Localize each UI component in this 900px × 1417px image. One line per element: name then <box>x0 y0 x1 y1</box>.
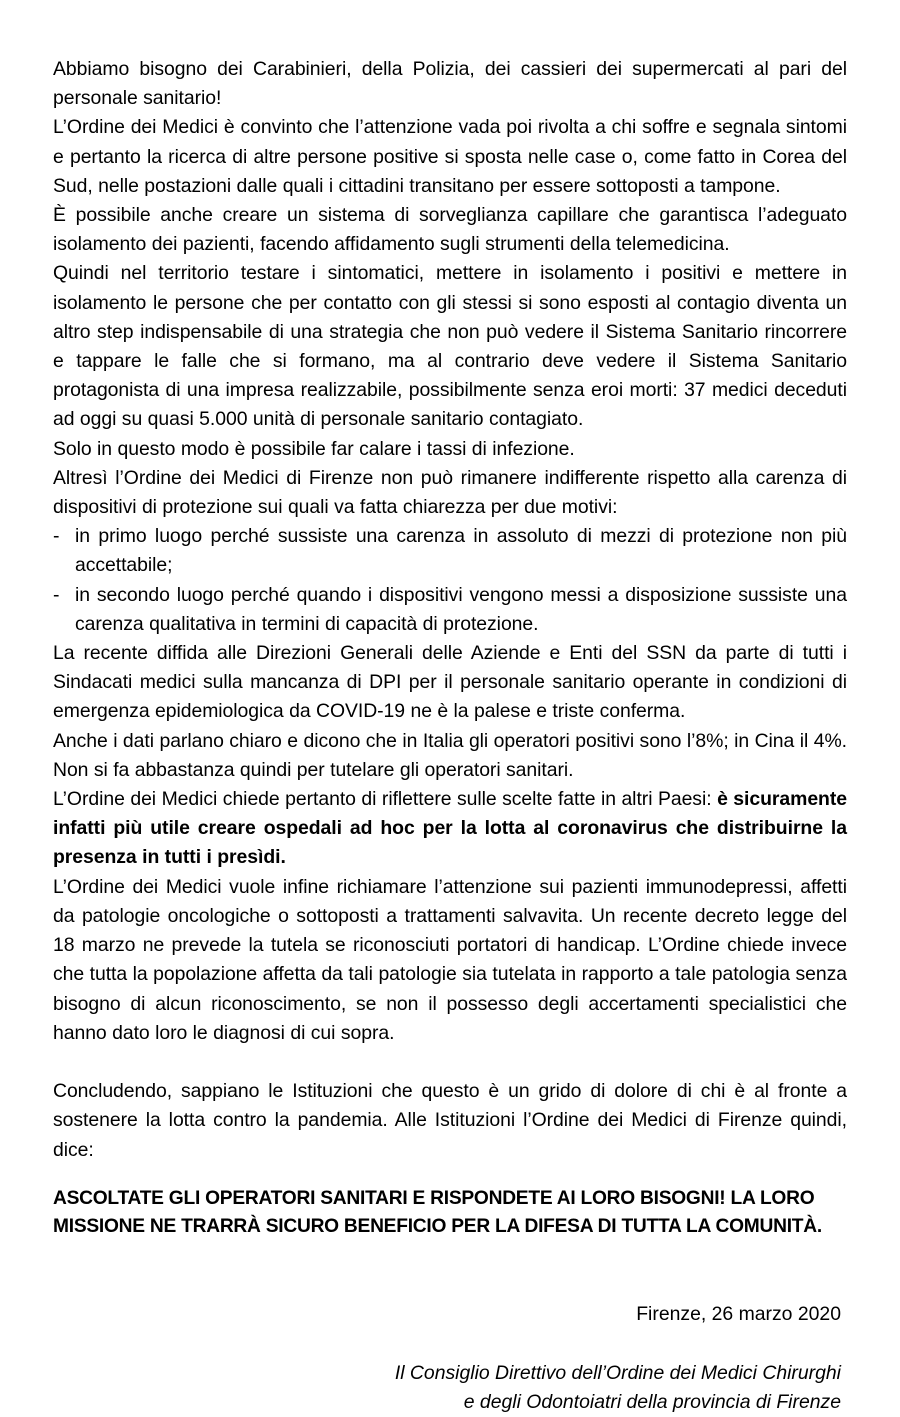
bullet-text-shortage: in primo luogo perché sussiste una carenza in assoluto di mezzi di protezione non più accettabile; <box>75 525 847 577</box>
mixed-paragraph-normal-text: L’Ordine dei Medici chiede pertanto di riflettere sulle scelte fatte in altri Paesi: <box>53 788 718 811</box>
signature-line-1: Il Consiglio Direttivo dell’Ordine dei Medici Chirurghi <box>394 1361 841 1384</box>
paragraph-testing-isolation: Quindi nel territorio testare i sintomatici, mettere in isolamento i positivi e mettere in isolamento le persone che per contatto con gli stessi si sono esposti al contagio diventa un altro step indispensabile di una strategia che non può vedere il Sistema Sanitario rincorrere e tappare le falle che si formano, ma al contrario deve vedere il Sistema Sanitario protagonista di una impresa realizzabile, possibilmente senza eroi morti: 37 medici deceduti ad oggi su quasi 5.000 unità di personale sanitario contagiato. <box>53 262 847 431</box>
paragraph-formal-notice: La recente diffida alle Direzioni Generali delle Aziende e Enti del SSN da parte di tutti i Sindacati medici sulla mancanza di DPI per il personale sanitario operante in condizioni di emergenza epidemiologica da COVID-19 ne è la palese e triste conferma. <box>53 642 847 723</box>
paragraph-dedicated-hospitals <box>53 785 847 873</box>
list-item <box>53 581 847 639</box>
signature-block <box>53 1359 847 1417</box>
list-item <box>53 522 847 580</box>
paragraph-attention-symptoms: L’Ordine dei Medici è convinto che l’attenzione vada poi rivolta a chi soffre e segnala sintomi e pertanto la ricerca di altre persone positive si sposta nelle case o, come fatto in Corea del Sud, nelle postazioni dalle quali i cittadini transitano per essere sottoposti a tampone. <box>53 116 847 197</box>
paragraph-surveillance-system: È possibile anche creare un sistema di sorveglianza capillare che garantisca l’adeguato isolamento dei pazienti, facendo affidamento sugli strumenti della telemedicina. <box>53 204 847 256</box>
paragraph-intro-need: Abbiamo bisogno dei Carabinieri, della Polizia, dei cassieri dei supermercati al pari del personale sanitario! <box>53 58 847 110</box>
paragraph-immunodepressed-patients: L’Ordine dei Medici vuole infine richiamare l’attenzione sui pazienti immunodepressi, affetti da patologie oncologiche o sottoposti a trattamenti salvavita. Un recente decreto legge del 18 marzo ne prevede la tutela se riconosciuti portatori di handicap. L’Ordine chiede invece che tutta la popolazione affetta da tali patologie sia tutelata in rapporto a tale patologia senza bisogno di alcun riconoscimento, se non il possesso degli accertamenti specialistici che hanno dato loro le diagnosi di cui sopra. <box>53 875 847 1044</box>
paragraph-infection-rates: Solo in questo modo è possibile far calare i tassi di infezione. <box>53 437 575 460</box>
call-to-action-statement: ASCOLTATE GLI OPERATORI SANITARI E RISPONDETE AI LORO BISOGNI! LA LORO MISSIONE NE TRARRÀ SICURO BENEFICIO PER LA DIFESA DI TUTTA LA COMUNITÀ. <box>53 1187 822 1238</box>
bullet-text-quality: in secondo luogo perché quando i dispositivi vengono messi a disposizione sussiste una carenza qualitativa in termini di capacità di protezione. <box>75 583 847 635</box>
date-place-line: Firenze, 26 marzo 2020 <box>636 1302 841 1325</box>
bullet-marker-icon: - <box>53 583 60 606</box>
paragraph-statistics: Anche i dati parlano chiaro e dicono che in Italia gli operatori positivi sono l’8%; in Cina il 4%. Non si fa abbastanza quindi per tutelare gli operatori sanitari. <box>53 729 847 781</box>
paragraph-spacer <box>53 1048 847 1077</box>
document-body <box>53 55 847 1165</box>
paragraph-conclusion: Concludendo, sappiano le Istituzioni che questo è un grido di dolore di chi è al fronte a sostenere la lotta contro la pandemia. Alle Istituzioni l’Ordine dei Medici di Firenze quindi, dice: <box>53 1080 847 1161</box>
bullet-marker-icon: - <box>53 525 60 548</box>
mixed-paragraph-bold-text: è sicuramente infatti più utile creare ospedali ad hoc per la lotta al coronavirus che distribuirne la presenza in tutti i presìdi. <box>53 788 847 869</box>
paragraph-ppe-clarity: Altresì l’Ordine dei Medici di Firenze non può rimanere indifferente rispetto alla carenza di dispositivi di protezione sui quali va fatta chiarezza per due motivi: <box>53 466 847 519</box>
signature-line-2: e degli Odontoiatri della provincia di Firenze <box>463 1391 841 1414</box>
